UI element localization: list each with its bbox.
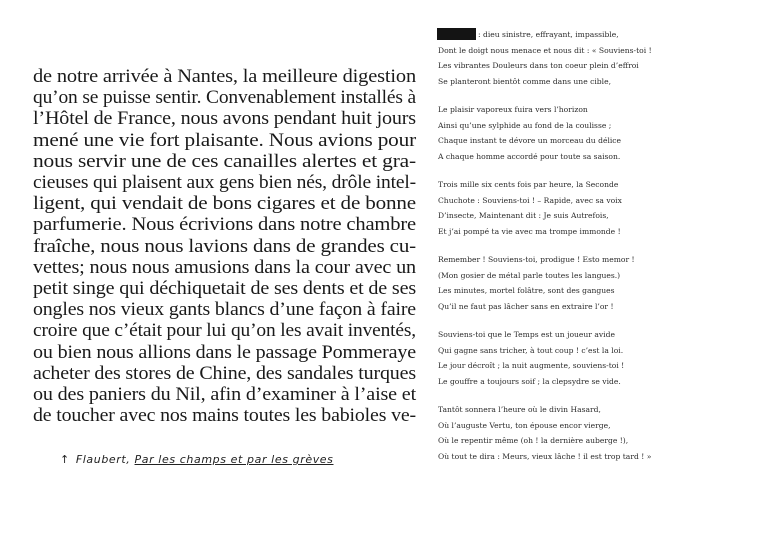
poem-stanza [438,177,652,239]
prose-line: vettes; nous nous amusions dans la cour avec un [33,256,416,278]
prose-line: qu’on se puisse sentir. Convenablement installés à [33,87,416,109]
prose-line: acheter des stores de Chine, des sandales turques [33,362,416,384]
poem-verse: Tantôt sonnera l’heure où le divin Hasard, [438,405,601,414]
prose-line: parfumerie. Nous écrivions dans notre chambre [33,214,417,236]
prose-line: ou des paniers du Nil, afin d’examiner à l’aise et [33,384,417,406]
prose-line: croire que c’était pour lui qu’on les avait inventés, [33,320,416,342]
poem-stanza [438,402,652,464]
prose-line: nous servir une de ces canailles alertes et gra- [33,150,416,172]
prose-line: de toucher avec nos mains toutes les babioles ve- [33,405,416,427]
poem-stanza [438,27,652,89]
poem-verse: Le jour décroît ; la nuit augmente, souviens-toi ! [438,361,625,370]
poem-stanza [438,102,652,164]
poem-verse: Les vibrantes Douleurs dans ton coeur plein d’effroi [438,61,639,70]
poem-verse: Le gouffre a toujours soif ; la clepsydre se vide. [438,376,621,386]
baudelaire-poem-scan [438,27,652,477]
poem-stanza [438,252,652,314]
prose-line: cieuses qui plaisent aux gens bien nés, drôle intel- [33,172,417,194]
poem-verse: Ainsi qu’une sylphide au fond de la coulisse ; [438,120,612,130]
prose-line: ligent, qui vendait de bons cigares et de bonne [33,193,416,215]
excerpt-caption [60,453,334,466]
caption-book-title: Par les champs et par les grèves [134,453,334,466]
poem-verse: Se planteront bientôt comme dans une cible, [438,76,611,86]
prose-line: ou bien nous allions dans le passage Pommeraye [33,341,417,363]
poem-verse: Remember ! Souviens-toi, prodigue ! Esto memor ! [438,255,635,264]
poem-verse: Le plaisir vaporeux fuira vers l’horizon [438,105,588,114]
prose-line: de notre arrivée à Nantes, la meilleure digestion [33,66,416,87]
poem-verse: Où tout te dira : Meurs, vieux lâche ! il est trop tard ! » [438,451,652,461]
prose-line: l’Hôtel de France, nous avons pendant huit jours [33,108,416,130]
poem-verse: Souviens-toi que le Temps est un joueur avide [438,330,615,339]
poem-verse: A chaque homme accordé pour toute sa saison. [438,151,621,161]
poem-verse: Et j’ai pompé ta vie avec ma trompe immonde ! [438,226,621,236]
poem-verse: : dieu sinistre, effrayant, impassible, [478,30,619,39]
poem-verse: Où le repentir même (oh ! la dernière auberge !), [438,436,629,445]
poem-verse: Chuchote : Souviens-toi ! – Rapide, avec sa voix [438,195,622,205]
poem-verse: Dont le doigt nous menace et nous dit : « Souviens-toi ! [438,45,652,55]
poem-stanza [438,327,652,389]
poem-verse: Trois mille six cents fois par heure, la Seconde [438,180,619,189]
up-arrow-icon: ↑ [60,453,70,466]
poem-verse: Où l’auguste Vertu, ton épouse encor vierge, [438,420,611,430]
prose-line: ongles nos vieux gants blancs d’une façon à faire [33,299,416,321]
prose-line: fraîche, nous nous lavions dans de grandes cu- [33,235,416,257]
poem-verse: Les minutes, mortel folâtre, sont des gangues [438,286,615,295]
poem-verse: Qui gagne sans tricher, à tout coup ! c’est la loi. [438,345,624,355]
caption-author: Flaubert, [75,453,131,466]
poem-verse: D’insecte, Maintenant dit : Je suis Autrefois, [438,211,609,220]
poem-verse: Qu’il ne faut pas lâcher sans en extraire l’or ! [438,301,614,311]
poem-verse: (Mon gosier de métal parle toutes les langues.) [438,270,621,280]
poem-verse: Chaque instant te dévore un morceau du délice [438,136,622,145]
flaubert-excerpt-scan [33,66,418,434]
prose-line: petit singe qui déchiquetait de ses dents et de ses [33,278,417,300]
prose-line: mené une vie fort plaisante. Nous avions pour [33,129,416,151]
